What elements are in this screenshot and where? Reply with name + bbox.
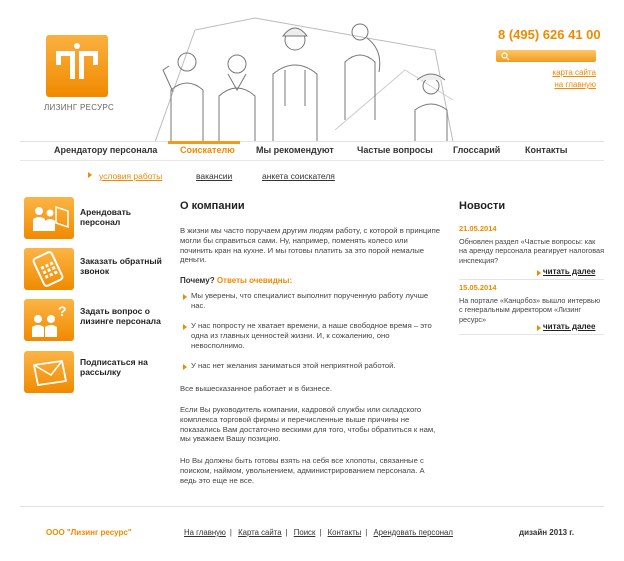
- news-date: 15.05.2014: [459, 283, 497, 292]
- sidebar-callback-button[interactable]: [24, 248, 74, 290]
- subnav-applicant-form[interactable]: анкета соискателя: [262, 171, 335, 181]
- why-label: Почему?: [180, 276, 215, 285]
- bullet-arrow-icon: [183, 324, 187, 330]
- content-intro: В жизни мы часто поручаем другим людям работу, с которой в принципе могли бы справиться сами. Ну, например, поменять колесо или починить кран на кухне. И мы готовы платить за это порой немалые деньги.: [180, 226, 441, 265]
- footer-separator: |: [319, 528, 322, 537]
- nav-item-faq[interactable]: Частые вопросы: [357, 145, 433, 155]
- read-more-arrow-icon: [537, 325, 541, 331]
- home-link[interactable]: на главную: [554, 80, 596, 89]
- footer-line: [20, 506, 604, 507]
- sidebar-rent-button[interactable]: [24, 197, 74, 239]
- subnav-work-conditions[interactable]: условия работы: [99, 171, 163, 181]
- workers-illustration: [135, 10, 455, 142]
- news-text: На портале «Канцобоз» вышло интервью с генеральным директором «Лизинг ресурс»: [459, 296, 601, 324]
- footer-link-sitemap[interactable]: Карта сайта: [238, 528, 282, 537]
- footer-link-rent[interactable]: Арендовать персонал: [373, 528, 453, 537]
- nav-item-applicant[interactable]: Соискателю: [180, 145, 235, 155]
- sidebar-label-rent[interactable]: Арендовать персонал: [80, 207, 132, 227]
- footer-design: дизайн 2013 г.: [519, 528, 575, 537]
- nav-item-recommend[interactable]: Мы рекомендуют: [256, 145, 334, 155]
- sitemap-link[interactable]: карта сайта: [552, 68, 596, 77]
- footer-link-contacts[interactable]: Контакты: [327, 528, 362, 537]
- sidebar-label-subscribe[interactable]: Подписаться на рассылку: [80, 357, 148, 377]
- content-bullet: У нас попросту не хватает времени, а наше свободное время – это одна из главных ценностей жизни. И, к сожалению, оно невосполнимо.: [191, 321, 432, 350]
- subnav-arrow-icon: [88, 172, 92, 178]
- envelope-icon: [24, 351, 74, 393]
- content-para-2: Все вышесказанное работает и в бизнесе.: [180, 384, 333, 393]
- content-para-3: Если Вы руководитель компании, кадровой службы или складского комплекса торговой фирмы и перечисленные выше причины не показались Вам достаточно вескими для того, чтобы обратиться к нам, мы уважаем Вашу позицию.: [180, 405, 436, 444]
- nav-bottom-line: [20, 160, 604, 161]
- content-para-4: Но Вы должны быть готовы взять на себя все хлопоты, связанные с поиском, наймом, увольнением, администрированием персонала. А ведь это еще не все.: [180, 456, 425, 485]
- why-line: [180, 276, 292, 285]
- news-title: Новости: [459, 200, 506, 212]
- bullet-arrow-icon: [183, 364, 187, 370]
- sidebar-label-question[interactable]: Задать вопрос о лизинге персонала: [80, 306, 161, 326]
- news-text: Обновлен раздел «Частые вопросы: как на аренду персонала реагирует налоговая инспекция?: [459, 237, 605, 265]
- footer-link-search[interactable]: Поиск: [293, 528, 316, 537]
- footer-company: ООО "Лизинг ресурс": [46, 528, 132, 537]
- content-bullet: Мы уверены, что специалист выполнит порученную работу лучше нас.: [191, 291, 429, 310]
- search-icon: [501, 52, 510, 61]
- subnav-vacancies[interactable]: вакансии: [196, 171, 233, 181]
- phone-icon: [24, 248, 74, 290]
- news-divider: [459, 279, 604, 280]
- sidebar-question-button[interactable]: [24, 299, 74, 341]
- nav-active-indicator: [168, 141, 240, 144]
- footer-separator: |: [285, 528, 288, 537]
- logo-name: ЛИЗИНГ РЕСУРС: [44, 103, 115, 112]
- svg-text:?: ?: [58, 303, 67, 319]
- sidebar-subscribe-button[interactable]: [24, 351, 74, 393]
- footer-separator: |: [229, 528, 232, 537]
- nav-item-glossary[interactable]: Глоссарий: [453, 145, 501, 155]
- question-people-icon: [24, 299, 74, 341]
- sidebar-label-callback[interactable]: Заказать обратный звонок: [80, 256, 162, 276]
- footer-links: [184, 528, 453, 537]
- logo-mark-icon: [46, 35, 108, 97]
- bullet-arrow-icon: [183, 294, 187, 300]
- nav-item-employer[interactable]: Арендатору персонала: [54, 145, 158, 155]
- news-divider: [459, 334, 604, 335]
- watermark: [0, 0, 20, 210]
- phone-number: 8 (495) 626 41 00: [498, 27, 601, 42]
- nav-item-contacts[interactable]: Контакты: [525, 145, 568, 155]
- people-rent-icon: [24, 197, 74, 239]
- news-date: 21.05.2014: [459, 224, 497, 233]
- read-more-link[interactable]: читать далее: [543, 267, 596, 276]
- search-input[interactable]: [496, 50, 596, 62]
- logo[interactable]: [46, 35, 108, 97]
- footer-separator: |: [365, 528, 368, 537]
- read-more-link[interactable]: читать далее: [543, 322, 596, 331]
- content-title: О компании: [180, 200, 245, 212]
- footer-link-home[interactable]: На главную: [184, 528, 226, 537]
- content-bullet: У нас нет желания заниматься этой неприятной работой.: [191, 361, 396, 370]
- why-answer: Ответы очевидны:: [216, 276, 293, 285]
- nav-top-line: [20, 141, 604, 142]
- read-more-arrow-icon: [537, 270, 541, 276]
